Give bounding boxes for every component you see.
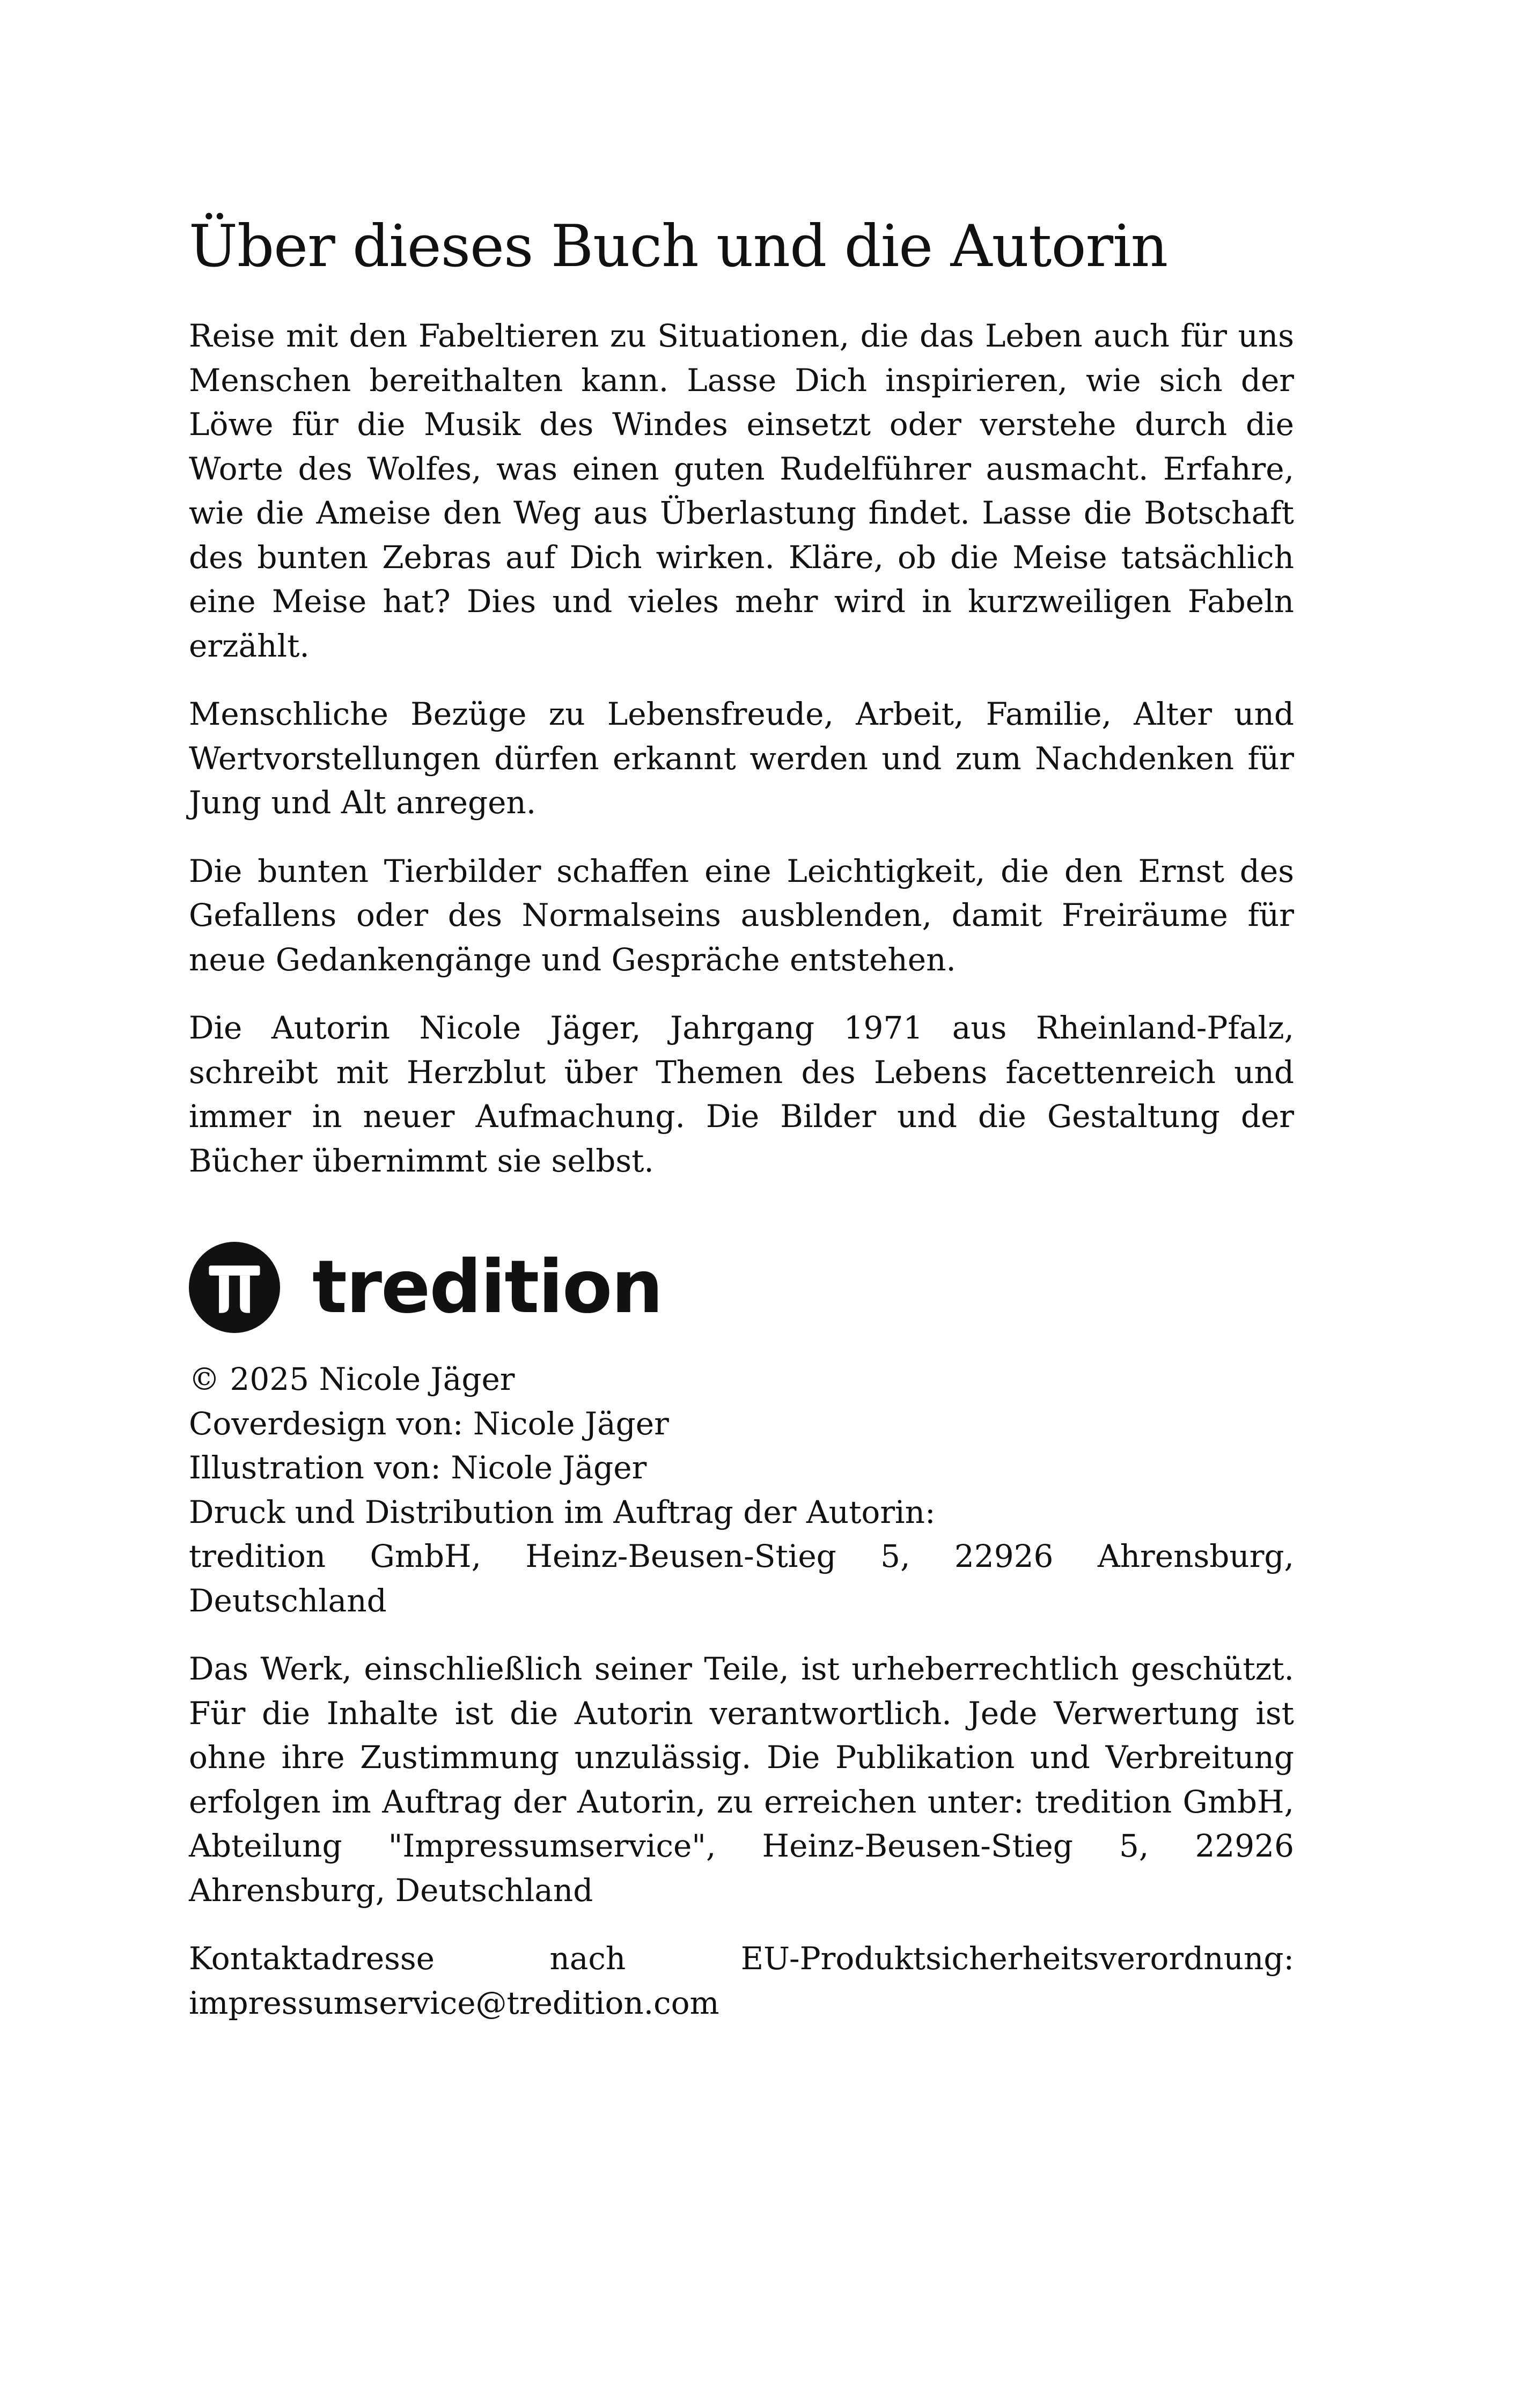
book-page [189,212,1294,2025]
publisher-address: tredition GmbH, Heinz-Beusen-Stieg 5, 22926 Ahrensburg, Deutschland [189,1538,1294,1619]
description-paragraph: Die bunten Tierbilder schaffen eine Leichtigkeit, die den Ernst des Gefallens oder des Normalseins ausblenden, damit Freiräume für neue Gedankengänge und Gespräche entstehen. [189,852,1294,978]
description-paragraph: Menschliche Bezüge zu Lebensfreude, Arbeit, Familie, Alter und Wertvorstellungen dürfen erkannt werden und zum Nachdenken für Jung und Alt anregen. [189,696,1294,821]
cover-design-line: Coverdesign von: Nicole Jäger [189,1405,669,1442]
legal-notice: Das Werk, einschließlich seiner Teile, ist urheberrechtlich geschützt. Für die Inhalte ist die Autorin verantwortlich. Jede Verwertung ist ohne ihre Zustimmung unzulässig. Die Publikation und Verbreitung erfolgen im Auftrag der Autorin, zu erreichen unter: tredition GmbH, Abteilung "Impressumservice", Heinz-Beusen-Stieg 5, 22926 Ahrensburg, Deutschland [189,1651,1294,1909]
publisher-logo [189,1242,1294,1333]
imprint-block [189,1357,1294,1623]
print-distribution-line: Druck und Distribution im Auftrag der Autorin: [189,1493,936,1530]
contact-notice: Kontaktadresse nach EU-Produktsicherheitsverordnung: impressumservice@tredition.com [189,1940,1294,2021]
copyright-line: © 2025 Nicole Jäger [189,1361,515,1397]
illustration-line: Illustration von: Nicole Jäger [189,1449,647,1486]
author-paragraph: Die Autorin Nicole Jäger, Jahrgang 1971 aus Rheinland-Pfalz, schreibt mit Herzblut über Themen des Lebens facettenreich und immer in neuer Aufmachung. Die Bilder und die Gestaltung der Bücher übernimmt sie selbst. [189,1010,1294,1179]
tredition-wordmark: tredition [312,1245,663,1330]
tredition-logo-icon [189,1242,280,1333]
page-title: Über dieses Buch und die Autorin [189,213,1168,280]
description-paragraph: Reise mit den Fabeltieren zu Situationen, die das Leben auch für uns Menschen bereithalten kann. Lasse Dich inspirieren, wie sich der Löwe für die Musik des Windes einsetzt oder verstehe durch die Worte des Wolfes, was einen guten Rudelführer ausmacht. Erfahre, wie die Ameise den Weg aus Überlastung findet. Lasse die Botschaft des bunten Zebras auf Dich wirken. Kläre, ob die Meise tatsächlich eine Meise hat? Dies und vieles mehr wird in kurzweiligen Fabeln erzählt. [189,318,1294,664]
